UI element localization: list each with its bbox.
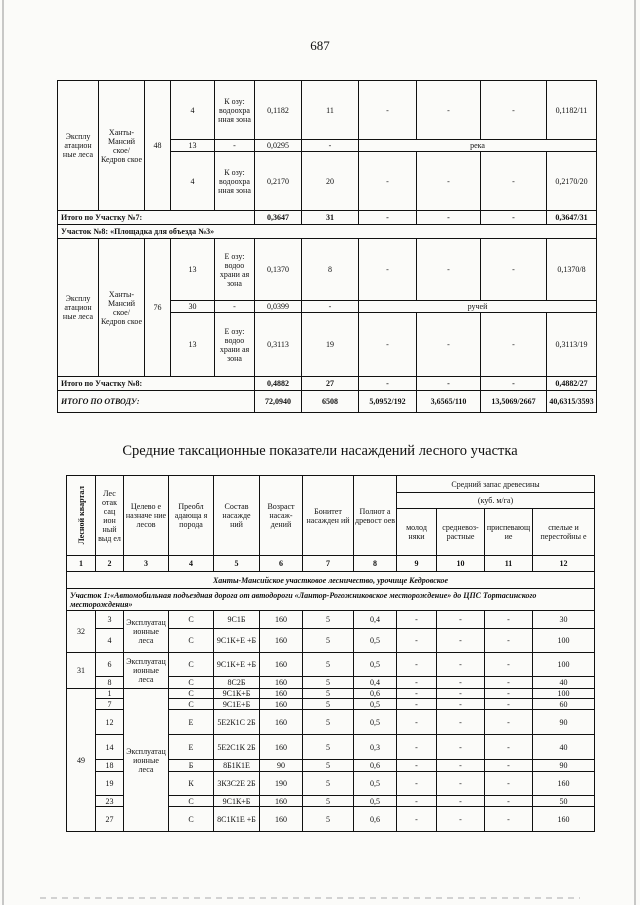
- mature-cell: 90: [533, 760, 595, 772]
- value-cell: -: [417, 211, 481, 225]
- composition-cell: 5Е2К1С 2Б: [214, 710, 260, 735]
- area-cell: 0,3113: [255, 313, 302, 377]
- column-number: 6: [260, 556, 303, 572]
- area-cell: 0,1182: [255, 81, 302, 140]
- quarter-cell: 31: [67, 653, 96, 689]
- species-cell: С: [169, 699, 214, 710]
- composition-cell: 8Б1К1Е: [214, 760, 260, 772]
- mature-cell: 100: [533, 653, 595, 677]
- vydel-cell: 14: [96, 735, 124, 760]
- species-cell: С: [169, 796, 214, 807]
- count-cell: 6508: [302, 391, 359, 413]
- count-cell: 11: [302, 81, 359, 140]
- count-cell: 27: [302, 377, 359, 391]
- count-cell: -: [302, 140, 359, 152]
- composition-cell: 9С1К+Е +Б: [214, 653, 260, 677]
- value-cell: -: [417, 377, 481, 391]
- mature-cell: 160: [533, 807, 595, 832]
- young-cell: -: [397, 710, 437, 735]
- header-stock: Средний запас древесины: [397, 476, 595, 493]
- bonitet-cell: 5: [303, 653, 354, 677]
- young-cell: -: [397, 653, 437, 677]
- header-premature: приспевающие: [485, 509, 533, 556]
- total-cell: 0,4882/27: [547, 377, 597, 391]
- grand-total-label: ИТОГО ПО ОТВОДУ:: [58, 391, 255, 413]
- density-cell: 0,4: [354, 677, 397, 689]
- species-cell: С: [169, 807, 214, 832]
- density-cell: 0,3: [354, 735, 397, 760]
- composition-cell: 9С1Е+Б: [214, 699, 260, 710]
- table-row: [67, 689, 595, 699]
- species-cell: Е: [169, 735, 214, 760]
- purpose-cell: Е озу: водоо храни ая зона: [215, 313, 255, 377]
- area-cell: 72,0940: [255, 391, 302, 413]
- density-cell: 0,6: [354, 760, 397, 772]
- value-cell: 13,5069/2667: [481, 391, 547, 413]
- column-number: 3: [124, 556, 169, 572]
- value-cell: -: [359, 313, 417, 377]
- value-cell: -: [481, 152, 547, 211]
- column-number: 12: [533, 556, 595, 572]
- area-cell: 0,1370: [255, 239, 302, 301]
- quarter-cell: 49: [67, 689, 96, 832]
- density-cell: 0,5: [354, 796, 397, 807]
- young-cell: -: [397, 611, 437, 629]
- table-row: [67, 653, 595, 677]
- vydel-cell: 19: [96, 772, 124, 796]
- header-vydel: Лес отак сац ион ный выд ел: [96, 476, 124, 556]
- premature-cell: -: [485, 772, 533, 796]
- age-cell: 160: [260, 796, 303, 807]
- subtotal-row: [58, 211, 597, 225]
- density-cell: 0,4: [354, 611, 397, 629]
- middle-cell: -: [437, 796, 485, 807]
- column-number: 4: [169, 556, 214, 572]
- vydel-cell: 1: [96, 689, 124, 699]
- forestry-cell: Ханты-Мансий ское/ Кедров ское: [99, 81, 145, 211]
- header-units: (куб. м/га): [397, 493, 595, 509]
- header-row: [67, 476, 595, 493]
- mature-cell: 40: [533, 735, 595, 760]
- young-cell: -: [397, 735, 437, 760]
- age-cell: 160: [260, 710, 303, 735]
- table-row: [58, 81, 597, 140]
- column-number: 1: [67, 556, 96, 572]
- table-row: [58, 239, 597, 301]
- age-cell: 160: [260, 699, 303, 710]
- header-age: Возраст насаж-дений: [260, 476, 303, 556]
- mature-cell: 30: [533, 611, 595, 629]
- vydel-cell: 27: [96, 807, 124, 832]
- middle-cell: -: [437, 735, 485, 760]
- column-number: 7: [303, 556, 354, 572]
- bonitet-cell: 5: [303, 699, 354, 710]
- young-cell: -: [397, 699, 437, 710]
- page-number: 687: [310, 38, 330, 53]
- area-cell: 0,3647: [255, 211, 302, 225]
- mature-cell: 50: [533, 796, 595, 807]
- vydel-cell: 7: [96, 699, 124, 710]
- young-cell: -: [397, 629, 437, 653]
- species-cell: Е: [169, 710, 214, 735]
- bonitet-cell: 5: [303, 677, 354, 689]
- vydel-cell: 6: [96, 653, 124, 677]
- composition-cell: 5Е2С1К 2Б: [214, 735, 260, 760]
- composition-cell: 8С1К1Е +Б: [214, 807, 260, 832]
- total-cell: 0,1370/8: [547, 239, 597, 301]
- value-cell: -: [481, 81, 547, 140]
- vydel-cell: 13: [171, 239, 215, 301]
- middle-cell: -: [437, 611, 485, 629]
- age-cell: 160: [260, 677, 303, 689]
- count-cell: 20: [302, 152, 359, 211]
- quarter-cell: 48: [145, 81, 171, 211]
- age-cell: 190: [260, 772, 303, 796]
- count-cell: 31: [302, 211, 359, 225]
- plot-header-row: [67, 589, 595, 611]
- value-cell: -: [481, 377, 547, 391]
- vydel-cell: 4: [171, 152, 215, 211]
- density-cell: 0,6: [354, 689, 397, 699]
- column-number: 5: [214, 556, 260, 572]
- purpose-cell: Эксплуатационные леса: [124, 611, 169, 653]
- young-cell: -: [397, 677, 437, 689]
- bonitet-cell: 5: [303, 807, 354, 832]
- middle-cell: -: [437, 689, 485, 699]
- district-row: [67, 572, 595, 589]
- area-cell: 0,4882: [255, 377, 302, 391]
- species-cell: С: [169, 629, 214, 653]
- district-name: Ханты-Мансийское участковое лесничество, урочище Кедровское: [67, 572, 595, 589]
- grand-total-row: [58, 391, 597, 413]
- value-cell: -: [359, 377, 417, 391]
- vydel-cell: 4: [171, 81, 215, 140]
- age-cell: 160: [260, 653, 303, 677]
- count-cell: 19: [302, 313, 359, 377]
- purpose-cell: Е озу: водоо храни ая зона: [215, 239, 255, 301]
- species-cell: К: [169, 772, 214, 796]
- value-cell: -: [481, 313, 547, 377]
- premature-cell: -: [485, 653, 533, 677]
- premature-cell: -: [485, 807, 533, 832]
- note-cell: река: [359, 140, 597, 152]
- total-cell: 0,2170/20: [547, 152, 597, 211]
- count-cell: -: [302, 301, 359, 313]
- composition-cell: 9С1Б: [214, 611, 260, 629]
- area-cell: 0,0295: [255, 140, 302, 152]
- purpose-cell: Эксплуатационные леса: [124, 653, 169, 689]
- middle-cell: -: [437, 629, 485, 653]
- quarter-cell: 32: [67, 611, 96, 653]
- header-composition: Состав насажде ний: [214, 476, 260, 556]
- density-cell: 0,5: [354, 653, 397, 677]
- area-cell: 0,0399: [255, 301, 302, 313]
- vydel-cell: 12: [96, 710, 124, 735]
- bonitet-cell: 5: [303, 629, 354, 653]
- middle-cell: -: [437, 772, 485, 796]
- species-cell: С: [169, 611, 214, 629]
- value-cell: -: [359, 211, 417, 225]
- premature-cell: -: [485, 699, 533, 710]
- allotment-table: [57, 80, 597, 413]
- purpose-cell: -: [215, 301, 255, 313]
- density-cell: 0,5: [354, 710, 397, 735]
- area-cell: 0,2170: [255, 152, 302, 211]
- value-cell: 3,6565/110: [417, 391, 481, 413]
- composition-cell: 9С1К+Е +Б: [214, 629, 260, 653]
- header-middle: средневоз-растные: [437, 509, 485, 556]
- vydel-cell: 30: [171, 301, 215, 313]
- composition-cell: 3К3С2Е 2Б: [214, 772, 260, 796]
- premature-cell: -: [485, 796, 533, 807]
- table-row: [67, 611, 595, 629]
- bonitet-cell: 5: [303, 772, 354, 796]
- age-cell: 160: [260, 735, 303, 760]
- total-cell: 40,6315/3593: [547, 391, 597, 413]
- plot1-header: Участок 1:«Автомобильная подъездная дорога от автодороги «Лантор-Рогожниковское месторождение» до ЦПС Тортасинского месторождения»: [67, 589, 595, 611]
- young-cell: -: [397, 807, 437, 832]
- subtotal-label: Итого по Участку №7:: [58, 211, 255, 225]
- bonitet-cell: 5: [303, 611, 354, 629]
- density-cell: 0,5: [354, 699, 397, 710]
- header-quarter: Лесной квартал: [67, 476, 96, 556]
- scan-artifact: [40, 897, 580, 899]
- vydel-cell: 3: [96, 611, 124, 629]
- section-title: Средние таксационные показатели насаждений лесного участка: [122, 443, 518, 459]
- purpose-cell: К озу: водоохра нная зона: [215, 152, 255, 211]
- mature-cell: 40: [533, 677, 595, 689]
- bonitet-cell: 5: [303, 760, 354, 772]
- young-cell: -: [397, 796, 437, 807]
- value-cell: -: [359, 81, 417, 140]
- age-cell: 90: [260, 760, 303, 772]
- value-cell: -: [417, 239, 481, 301]
- premature-cell: -: [485, 760, 533, 772]
- vydel-cell: 23: [96, 796, 124, 807]
- mature-cell: 100: [533, 689, 595, 699]
- value-cell: -: [417, 313, 481, 377]
- mature-cell: 160: [533, 772, 595, 796]
- premature-cell: -: [485, 689, 533, 699]
- bonitet-cell: 5: [303, 735, 354, 760]
- density-cell: 0,6: [354, 807, 397, 832]
- purpose-cell: -: [215, 140, 255, 152]
- header-purpose: Целево е назначе ние лесов: [124, 476, 169, 556]
- plot-header-row: [58, 225, 597, 239]
- mature-cell: 60: [533, 699, 595, 710]
- bonitet-cell: 5: [303, 710, 354, 735]
- young-cell: -: [397, 760, 437, 772]
- middle-cell: -: [437, 677, 485, 689]
- vydel-cell: 13: [171, 140, 215, 152]
- subtotal-row: [58, 377, 597, 391]
- mature-cell: 90: [533, 710, 595, 735]
- age-cell: 160: [260, 611, 303, 629]
- total-cell: 0,3647/31: [547, 211, 597, 225]
- column-number: 10: [437, 556, 485, 572]
- premature-cell: -: [485, 677, 533, 689]
- vydel-cell: 4: [96, 629, 124, 653]
- middle-cell: -: [437, 710, 485, 735]
- header-bonitet: Бонитет насажден ий: [303, 476, 354, 556]
- density-cell: 0,5: [354, 629, 397, 653]
- forest-category-cell: Эксплу атацион ные леса: [58, 81, 99, 211]
- composition-cell: 9С1К+Б: [214, 689, 260, 699]
- forest-category-cell: Эксплу атацион ные леса: [58, 239, 99, 377]
- value-cell: 5,0952/192: [359, 391, 417, 413]
- forestry-cell: Ханты-Мансий ское/ Кедров ское: [99, 239, 145, 377]
- species-cell: С: [169, 677, 214, 689]
- total-cell: 0,1182/11: [547, 81, 597, 140]
- value-cell: -: [359, 239, 417, 301]
- middle-cell: -: [437, 760, 485, 772]
- density-cell: 0,5: [354, 772, 397, 796]
- column-number: 8: [354, 556, 397, 572]
- premature-cell: -: [485, 611, 533, 629]
- header-species: Преобл адающа я порода: [169, 476, 214, 556]
- age-cell: 160: [260, 807, 303, 832]
- header-young: молод няки: [397, 509, 437, 556]
- purpose-cell: Эксплуатационные леса: [124, 689, 169, 832]
- subtotal-label: Итого по Участку №8:: [58, 377, 255, 391]
- middle-cell: -: [437, 653, 485, 677]
- vydel-cell: 8: [96, 677, 124, 689]
- taxation-table: [66, 475, 595, 832]
- count-cell: 8: [302, 239, 359, 301]
- middle-cell: -: [437, 807, 485, 832]
- header-density: Полнот а древост оев: [354, 476, 397, 556]
- column-number-row: [67, 556, 595, 572]
- bonitet-cell: 5: [303, 689, 354, 699]
- premature-cell: -: [485, 629, 533, 653]
- column-number: 11: [485, 556, 533, 572]
- vydel-cell: 18: [96, 760, 124, 772]
- species-cell: С: [169, 689, 214, 699]
- note-cell: ручей: [359, 301, 597, 313]
- value-cell: -: [417, 81, 481, 140]
- value-cell: -: [481, 239, 547, 301]
- young-cell: -: [397, 689, 437, 699]
- value-cell: -: [359, 152, 417, 211]
- premature-cell: -: [485, 710, 533, 735]
- age-cell: 160: [260, 629, 303, 653]
- species-cell: Б: [169, 760, 214, 772]
- young-cell: -: [397, 772, 437, 796]
- header-mature: спелые и перестойны е: [533, 509, 595, 556]
- vydel-cell: 13: [171, 313, 215, 377]
- column-number: 9: [397, 556, 437, 572]
- column-number: 2: [96, 556, 124, 572]
- premature-cell: -: [485, 735, 533, 760]
- quarter-cell: 76: [145, 239, 171, 377]
- composition-cell: 9С1К+Б: [214, 796, 260, 807]
- value-cell: -: [481, 211, 547, 225]
- middle-cell: -: [437, 699, 485, 710]
- plot8-header: Участок №8: «Площадка для объезда №3»: [58, 225, 597, 239]
- composition-cell: 8С2Б: [214, 677, 260, 689]
- mature-cell: 100: [533, 629, 595, 653]
- total-cell: 0,3113/19: [547, 313, 597, 377]
- age-cell: 160: [260, 689, 303, 699]
- value-cell: -: [417, 152, 481, 211]
- species-cell: С: [169, 653, 214, 677]
- purpose-cell: К озу: водоохра нная зона: [215, 81, 255, 140]
- bonitet-cell: 5: [303, 796, 354, 807]
